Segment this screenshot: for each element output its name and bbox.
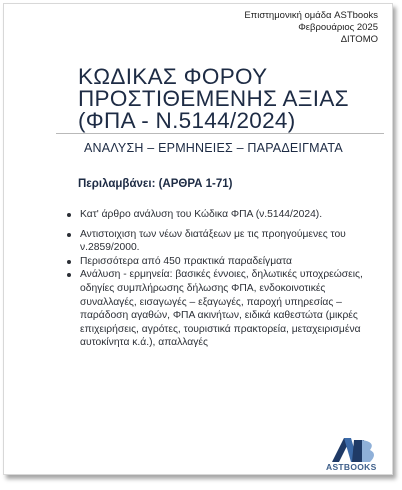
bullet-icon — [67, 233, 71, 237]
logo-text: ASTBOOKS — [326, 462, 377, 472]
list-item — [64, 228, 376, 255]
bullet-icon — [67, 213, 71, 217]
book-title — [78, 66, 378, 132]
title-line-2: ΠΡΟΣΤΙΘΕΜΕΝΗΣ ΑΞΙΑΣ — [78, 86, 349, 111]
contents-list — [64, 208, 376, 356]
list-item — [64, 255, 376, 269]
publisher-line: Επιστημονική ομάδα ASTbooks — [244, 10, 378, 21]
title-line-1: ΚΩΔΙΚΑΣ ΦΟΡΟΥ — [78, 64, 268, 89]
edition-label: ΔΙΤΟΜΟ — [340, 34, 378, 45]
subtitle-divider — [56, 133, 384, 134]
list-item-text: Αντιστοιχιση των νέων διατάξεων με τις προηγούμενες του ν.2859/2000. — [80, 228, 346, 254]
list-item — [64, 268, 376, 350]
title-line-3: (ΦΠΑ - Ν.5144/2024) — [78, 108, 296, 133]
bullet-icon — [67, 273, 71, 277]
list-item — [64, 208, 376, 222]
book-cover-page — [3, 3, 393, 475]
list-item-text: Ανάλυση - ερμηνεία: βασικές έννοιες, δηλωτικές υποχρεώσεις, οδηγίες συμπλήρωσης δήλωσης ΦΠΑ, ενδοκοινοτικές συναλλαγές, εισαγωγές – εξαγωγές, παροχή υπηρεσίας – παράδοση αγαθών, ΦΠΑ ακινήτων, ειδικά καθεστώτα (μικρές επιχειρήσεις, αγρότες, τουριστικά πρακτορεία, μεταχειρισμένα αυτοκίνητα κ.ά.), απαλλαγές — [80, 269, 363, 349]
publication-date: Φεβρουάριος 2025 — [298, 22, 378, 33]
bullet-icon — [67, 260, 71, 264]
list-item-text: Κατ' άρθρο ανάλυση του Κώδικα ΦΠΑ (ν.5144/2024). — [80, 209, 323, 220]
header-meta — [244, 10, 378, 46]
list-item-text: Περισσότερα από 450 πρακτικά παραδείγματα — [80, 255, 292, 267]
includes-heading: Περιλαμβάνει: (ΑΡΘΡΑ 1-71) — [78, 178, 233, 190]
subtitle: ΑΝΑΛΥΣΗ – ΕΡΜΗΝΕΙΕΣ – ΠΑΡΑΔΕΙΓΜΑΤΑ — [84, 141, 343, 155]
